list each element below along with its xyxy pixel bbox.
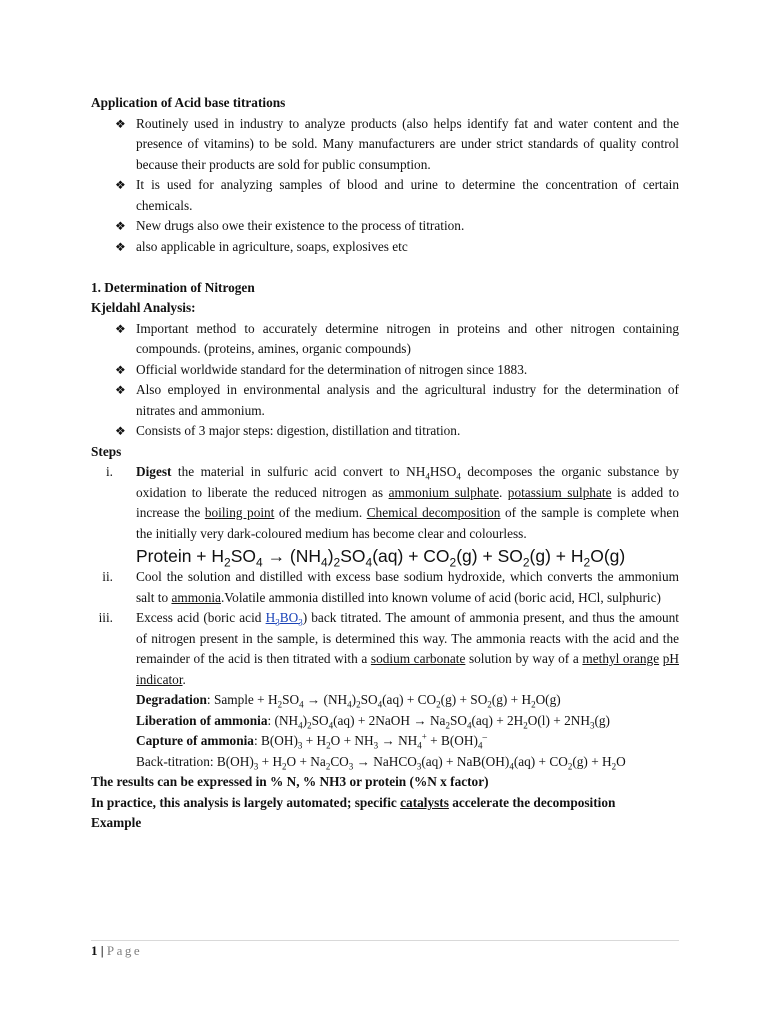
link-chemical-decomposition[interactable]: Chemical decomposition (366, 505, 501, 520)
degradation-equation: Degradation: Sample + $H_2SO_4 \to (NH_4)_2SO_4(aq) + CO_2(g) + SO_2(g) + H_2O(g)$ (136, 692, 561, 710)
bullet-diamond-icon: ❖ (115, 321, 126, 336)
link-ph-indicator[interactable]: pH indicator (136, 651, 679, 687)
bullet-item: ❖ Also employed in environmental analysis and the agricultural industry for the determination of nitrates and ammonium. (115, 382, 679, 418)
capture-equation: Capture of ammonia: $B(OH)_3 + H_2O + NH_3 \to NH_4^+ + B(OH)_4^-$ (136, 731, 487, 751)
liberation-equation: Liberation of ammonia: $(NH_4)_2SO_4(aq)$ + 2NaOH → $Na_2SO_4(aq) + 2H_2O(l) + 2NH_3(g)$ (136, 712, 610, 731)
link-sodium-carbonate[interactable]: sodium carbonate (370, 651, 466, 666)
subsection-title: Kjeldahl Analysis: (91, 300, 196, 315)
example-label: Example (91, 815, 142, 830)
section-heading: Application of Acid base titrations (91, 95, 286, 110)
step-item: i. Digest the material in sulfuric acid convert to $NH_4HSO_4$ decomposes the organic substance by oxidation to liberate the reduced nitrogen as ammonium sulphate. potassium sulphate is added to increase the boiling point of the medium. Chemical decomposition of the sample is complete when the initially very dark-coloured medium has become clear and colourless. Protein + $H_2SO_4 \to (NH_4)_2SO_4(aq) + CO_2(g) + SO_2(g) + H_2O(g)$ (91, 462, 679, 567)
bullet-item: ❖ also applicable in agriculture, soaps, explosives etc (91, 237, 679, 258)
page-label: Page (106, 943, 143, 958)
protein-equation: Protein + $H_2SO_4 \to (NH_4)_2SO_4(aq) + CO_2(g) + SO_2(g) + H_2O(g)$ (136, 546, 626, 570)
bullet-diamond-icon: ❖ (115, 362, 126, 377)
page-number: 1 (91, 943, 98, 958)
bullet-diamond-icon: ❖ (115, 424, 126, 438)
steps-label: Steps (91, 443, 122, 459)
page-footer: 1 | Page (91, 943, 143, 958)
results-text: The results can be expressed in % N, % NH3 or protein (%N x factor) (91, 774, 489, 789)
link-h3[interactable]: $H_3$ (265, 610, 280, 628)
practice-text: In practice, this analysis is largely automated; specific catalysts accelerate the decomposition (91, 794, 616, 810)
bullet-item: ❖ Official worldwide standard for the determination of nitrogen since 1883. (91, 360, 679, 381)
bullet-diamond-icon: ❖ (115, 383, 126, 397)
link-boiling-point[interactable]: boiling point (204, 505, 275, 520)
link-bo3[interactable]: $BO_3$ (279, 610, 303, 628)
bullet-item: ❖ Routinely used in industry to analyze products (also helps identify fat and water content and the presence of vitamins) to be sold. Many manufacturers are under strict standards of quality control because their products are sold for public consumption. (115, 115, 679, 172)
step-number: iii. (98, 610, 113, 625)
footer-divider (91, 940, 679, 941)
bullet-diamond-icon: ❖ (115, 219, 126, 233)
link-ammonium-sulphate[interactable]: ammonium sulphate (388, 484, 499, 500)
bullet-item: ❖ Consists of 3 major steps: digestion, distillation and titration. (91, 421, 679, 442)
bullet-item: ❖ It is used for analyzing samples of blood and urine to determine the concentration of certain chemicals. (115, 177, 679, 213)
back-titration-equation: Back-titration: $B(OH)_3 + H_2O + Na_2CO_3$ → NaHCO$_3$(aq) + $NaB(OH)_4(aq) + CO_2(g) + H_2O$ (136, 753, 626, 772)
section-title: 1. Determination of Nitrogen (91, 279, 255, 295)
bullet-item: ❖ Important method to accurately determine nitrogen in proteins and other nitrogen containing compounds. (proteins, amines, organic compounds) (115, 320, 679, 356)
step-item: ii. Cool the solution and distilled with excess base sodium hydroxide, which converts the ammonium salt to ammonia.Volatile ammonia distilled into known volume of acid (boric acid, HCl, sulphuric) (91, 567, 679, 608)
bullet-diamond-icon: ❖ (115, 239, 126, 254)
link-potassium-sulphate[interactable]: potassium sulphate (507, 484, 612, 500)
step-item: iii. Excess acid (boric acid $H_3BO_3$) back titrated. The amount of ammonia present, and thus the amount of nitrogen present in the sample, is determined this way. The ammonia reacts with the acid and the remainder of the acid is then titrated with a sodium carbonate solution by way of a methyl orange pH indicator. Degradation: Sample + $H_2SO_4 \to (NH_4)_2SO_4(aq) + CO_2(g) + SO_2(g) + H_2O(g)$ Liberation of ammonia: $(NH_4)_2SO_4(aq)$ + 2NaOH → $Na_2SO_4(aq) + 2H_2O(l) + 2NH_3(g)$ Capture of ammonia: $B(OH)_3 + H_2O + NH_3 \to NH_4^+ + B(OH)_4^-$ Back-titration: $B(OH)_3 + H_2O + Na_2CO_3$ → NaHCO$_3$(aq) + $NaB(OH)_4(aq) + CO_2(g) + H_2O$ (91, 608, 679, 772)
document-body (91, 93, 679, 834)
link-catalysts[interactable]: catalysts (400, 794, 449, 810)
link-ammonia[interactable]: ammonia (171, 589, 221, 605)
step-number: i. (105, 464, 113, 479)
bullet-diamond-icon: ❖ (115, 178, 126, 192)
bullet-item: ❖ New drugs also owe their existence to the process of titration. (91, 216, 679, 237)
link-methyl-orange[interactable]: methyl orange (582, 651, 660, 666)
step-number: ii. (102, 569, 113, 584)
bullet-diamond-icon: ❖ (115, 116, 126, 131)
